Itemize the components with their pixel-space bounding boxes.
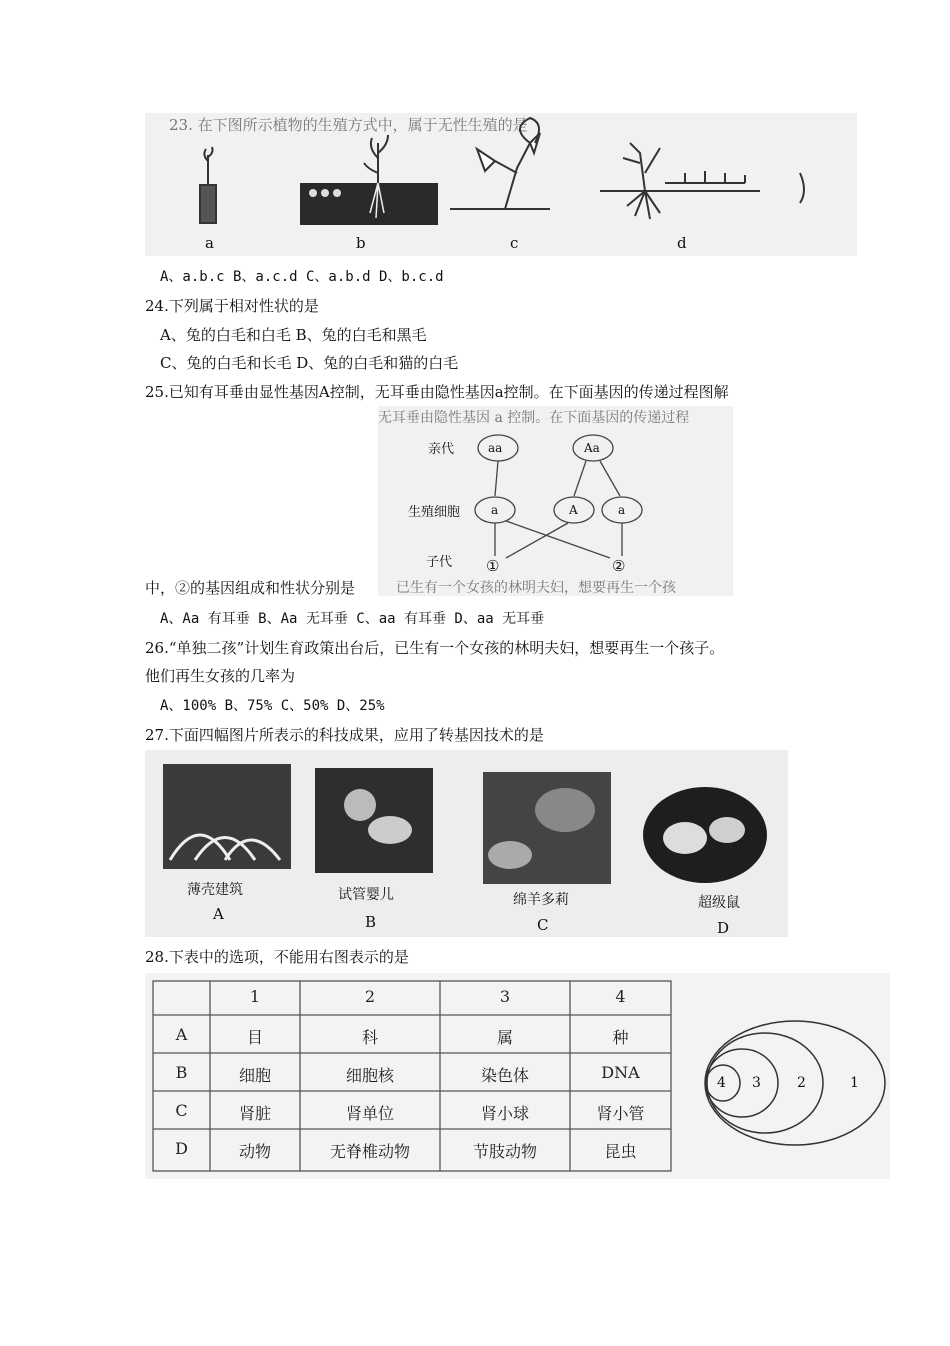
q25-diagram-header: 无耳垂由隐性基因 a 控制。在下面基因的传递过程 xyxy=(378,410,690,426)
q25-options: A、Aa 有耳垂 B、Aa 无耳垂 C、aa 有耳垂 D、aa 无耳垂 xyxy=(160,611,545,627)
table-row-A-c2: 科 xyxy=(361,1028,378,1047)
table-row-C-c1: 肾脏 xyxy=(238,1104,271,1123)
q27-stem: 27.下面四幅图片所表示的科技成果，应用了转基因技术的是 xyxy=(145,726,544,744)
q23-label-d: d xyxy=(677,234,687,252)
table-row-C-c3: 肾小球 xyxy=(480,1104,529,1123)
circle-label-2: 2 xyxy=(797,1075,806,1091)
table-row-B-c1: 细胞 xyxy=(238,1066,271,1085)
table-row-B-c2: 细胞核 xyxy=(345,1066,394,1085)
q23-figure-caption: 23. 在下图所示植物的生殖方式中，属于无性生殖的是 xyxy=(169,116,528,134)
plant-a-cutting xyxy=(200,147,216,223)
q24-options-cd: C、兔的白毛和长毛 D、兔的白毛和猫的白毛 xyxy=(160,354,459,372)
q25-stem: 25.已知有耳垂由显性基因A控制，无耳垂由隐性基因a控制。在下面基因的传递过程图解 xyxy=(145,383,729,401)
table-row-B-c3: 染色体 xyxy=(480,1066,529,1085)
letter-B: B xyxy=(365,913,377,931)
table-header-1: 1 xyxy=(249,987,261,1006)
table-row-D-c1: 动物 xyxy=(238,1142,271,1161)
q24-stem: 24.下列属于相对性状的是 xyxy=(145,297,319,315)
offspring-1: ① xyxy=(486,557,500,575)
q26-options: A、100% B、75% C、50% D、25% xyxy=(160,698,385,714)
table-row-D-c4: 昆虫 xyxy=(604,1142,637,1161)
q26-stem-line1: 26.“单独二孩”计划生育政策出台后，已生有一个女孩的林明夫妇，想要再生一个孩子。 xyxy=(145,639,725,657)
table-header-2: 2 xyxy=(364,987,376,1006)
table-row-A-label: A xyxy=(175,1025,188,1044)
offspring-2: ② xyxy=(612,557,626,575)
q27-photos xyxy=(145,750,788,937)
caption-super-mouse: 超级鼠 xyxy=(698,895,740,911)
table-row-C-label: C xyxy=(175,1101,188,1120)
table-header-3: 3 xyxy=(499,987,511,1006)
table-row-B-c4: DNA xyxy=(601,1063,640,1082)
table-row-A-c4: 种 xyxy=(612,1028,629,1047)
circle-label-4: 4 xyxy=(717,1075,726,1091)
inheritance-arrows xyxy=(378,406,733,596)
row-label-offspring: 子代 xyxy=(426,555,453,570)
table-row-A-c1: 目 xyxy=(246,1028,263,1047)
gamete-a-2: a xyxy=(618,503,626,517)
q26-stem-line2: 他们再生女孩的几率为 xyxy=(145,667,296,685)
circle-label-1: 1 xyxy=(850,1075,859,1091)
table-row-B-label: B xyxy=(175,1063,188,1082)
caption-thin-shell: 薄壳建筑 xyxy=(187,882,243,898)
q23-figure xyxy=(145,113,857,256)
caption-test-tube-baby: 试管婴儿 xyxy=(338,887,394,903)
table-header-4: 4 xyxy=(615,987,626,1006)
parent-aa: aa xyxy=(488,441,503,455)
table-row-C-c2: 肾单位 xyxy=(345,1104,394,1123)
table-row-D-c3: 节肢动物 xyxy=(472,1142,537,1161)
circle-label-3: 3 xyxy=(752,1075,761,1091)
q25-stem-cont: 中，②的基因组成和性状分别是 xyxy=(145,579,356,597)
q25-gene-diagram xyxy=(378,406,733,596)
q28-stem: 28.下表中的选项，不能用右图表示的是 xyxy=(145,948,409,966)
plant-d-runner xyxy=(600,143,804,219)
gamete-a-1: a xyxy=(491,503,499,517)
q28-figure xyxy=(145,973,890,1179)
letter-D: D xyxy=(717,919,730,937)
q23-label-a: a xyxy=(205,234,214,252)
plant-c-layering xyxy=(450,118,550,209)
parent-Aa: Aa xyxy=(584,441,600,455)
caption-dolly: 绵羊多莉 xyxy=(513,892,569,908)
q23-options: A、a.b.c B、a.c.d C、a.b.d D、b.c.d xyxy=(160,269,444,285)
plant-b-seeds xyxy=(300,135,438,225)
table-row-C-c4: 肾小管 xyxy=(596,1104,645,1123)
q25-bleed-text: 已生有一个女孩的林明夫妇，想要再生一个孩 xyxy=(396,580,676,596)
plant-reproduction-drawings xyxy=(145,113,857,256)
q24-options-ab: A、兔的白毛和白毛 B、兔的白毛和黑毛 xyxy=(160,326,427,344)
letter-A: A xyxy=(213,905,224,923)
table-row-D-label: D xyxy=(175,1139,188,1158)
q23-label-c: c xyxy=(510,234,519,252)
table-row-D-c2: 无脊椎动物 xyxy=(329,1142,410,1161)
table-row-A-c3: 属 xyxy=(496,1028,513,1047)
row-label-gamete: 生殖细胞 xyxy=(408,505,461,520)
row-label-parent: 亲代 xyxy=(428,442,455,457)
tech-photos xyxy=(145,750,788,937)
letter-C: C xyxy=(537,916,549,934)
q23-label-b: b xyxy=(356,234,366,252)
gamete-A: A xyxy=(569,503,578,517)
